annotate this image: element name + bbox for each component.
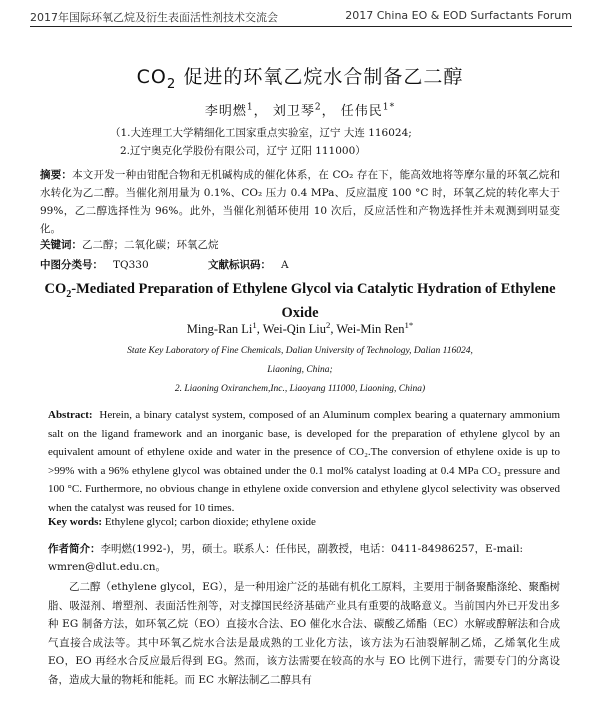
chinese-affiliations <box>110 124 510 160</box>
cn-keywords-label: 关键词： <box>40 239 82 251</box>
page-header <box>30 8 572 27</box>
header-conference-cn: 2017年国际环氧乙烷及衍生表面活性剂技术交流会 <box>30 11 278 24</box>
en-affil-line: State Key Laboratory of Fine Chemicals, Dalian University of Technology, Dalian 116024, <box>127 346 473 356</box>
english-authors: Ming-Ran Li$^1$, Wei-Qin Liu$^2$, Wei-Min Ren$^{1*}$ <box>186 320 414 337</box>
cn-title-co: CO <box>136 66 167 88</box>
cn-abstract-text: 本文开发一种由钳配合物和无机碱构成的催化体系，在 CO₂ 存在下，能高效地将等摩尔量的环氧乙烷和水转化为乙二醇。当催化剂用量为 0.1%、CO₂ 压力 0.4 MPa、反应温度 100 °C 时，环氧乙烷的转化率大于 99%，乙二醇选择性为 96%。此外，当催化剂循环使用 10 次后，反应活性和产物选择性并未观测到明显变化。 <box>40 169 560 235</box>
en-abstract-text: Herein, a binary catalyst system, composed of an Aluminum complex bearing a quaternary ammonium salt on the ligand framework and an inorganic base, is developed for the preparation of ethylene glycol by an equivalent amount of ethylene oxide and water in the presence of CO₂.The conversion of ethylene oxide is up to >99% with a 96% ethylene glycol was obtained under the 0.1 mol% catalyst loading at 0.4 MPa CO₂ pressure and 100 °C. Furthermore, no obvious change in ethylene oxide conversion and ethylene glycol selectivity was observed when the catalyst was reused for 10 times. <box>48 409 560 514</box>
cn-keywords-text: 乙二醇；二氧化碳；环氧乙烷 <box>82 239 219 251</box>
cn-abstract-label: 摘要： <box>40 169 73 181</box>
chinese-abstract <box>40 166 560 238</box>
author-intro-text: 李明燃(1992-)，男，硕士。联系人：任伟民，副教授，电话：0411-84986257，E-mail: wmren@dlut.edu.cn。 <box>48 543 524 573</box>
body-paragraph <box>48 578 560 690</box>
cn-title-sub: 2 <box>166 76 177 92</box>
header-conference-en: 2017 China EO & EOD Surfactants Forum <box>345 9 572 22</box>
cn-author-sup: 1* <box>382 102 396 113</box>
cn-affil-line: 2.辽宁奥克化学股份有限公司，辽宁 辽阳 111000） <box>120 145 366 157</box>
doc-code-label: 文献标识码： <box>208 259 271 271</box>
cn-author-name: 任伟民 <box>340 104 383 119</box>
en-title-co: CO <box>44 281 67 297</box>
cn-title-rest: 促进的环氧乙烷水合制备乙二醇 <box>176 66 464 88</box>
author-intro-label: 作者简介： <box>48 543 101 555</box>
english-affiliations <box>40 342 560 399</box>
cn-author-sup: 1 <box>246 102 254 113</box>
body-paragraph-text: 乙二醇（ethylene glycol，EG），是一种用途广泛的基础有机化工原料，主要用于制备聚酯涤纶、聚酯树脂、吸湿剂、增塑剂、表面活性剂等，对支撑国民经济基础产业具有重要的战略意义。当前国内外已开发出多种 EG 制备方法，如环氧乙烷（EO）直接水合法、EO 催化水合法、碳酸乙烯酯（EC）水解或醇解法和合成气直接合成法等。其中环氧乙烷水合法是最成熟的工业化方法，该方法为石油裂解制乙烯，乙烯氧化生成 EO，EO 再经水合反应最后得到 EG。然而，该方法需要在较高的水与 EO 比例下进行，需要专门的分离设备，造成大量的物耗和能耗。而 EC 水解法制乙二醇具有 <box>48 581 560 686</box>
doc-code-value: A <box>281 259 289 271</box>
english-abstract <box>48 406 560 517</box>
cn-author-name: 刘卫琴 <box>272 104 315 119</box>
en-affil-line: 2. Liaoning Oxiranchem,Inc., Liaoyang 111000, Liaoning, China) <box>174 384 426 394</box>
cn-author-name: 李明燃 <box>204 104 247 119</box>
en-author-sup: 2 <box>326 320 331 330</box>
en-keywords-label: Key words: <box>48 516 103 528</box>
en-author-name: Wei-Qin Liu <box>262 322 326 337</box>
en-author-sup: 1* <box>404 320 414 330</box>
chinese-keywords <box>40 237 560 252</box>
cn-author-sup: 2 <box>314 102 322 113</box>
en-title-rest: -Mediated Preparation of Ethylene Glycol via Catalytic Hydration of Ethylene Oxide <box>71 281 556 321</box>
chinese-title <box>40 62 560 92</box>
en-abstract-label: Abstract: <box>48 409 93 421</box>
en-affil-line: Liaoning, China; <box>267 365 333 375</box>
chinese-authors: 李明燃$^1$， 刘卫琴$^2$， 任伟民$^{1*}$ <box>204 102 396 119</box>
en-author-sup: 1 <box>252 320 257 330</box>
cn-affil-line: （1.大连理工大学精细化工国家重点实验室，辽宁 大连 116024; <box>110 127 412 139</box>
en-author-name: Wei-Min Ren <box>336 322 405 337</box>
en-author-name: Ming-Ran Li <box>186 322 253 337</box>
class-label: 中图分类号： <box>40 259 103 271</box>
author-introduction <box>48 540 560 576</box>
en-keywords-text: Ethylene glycol; carbon dioxide; ethylene oxide <box>104 516 316 528</box>
english-title <box>40 280 560 323</box>
en-title-sub: 2 <box>66 288 72 300</box>
class-value: TQ330 <box>113 259 149 271</box>
english-keywords <box>48 516 568 528</box>
classification-line <box>40 257 560 272</box>
